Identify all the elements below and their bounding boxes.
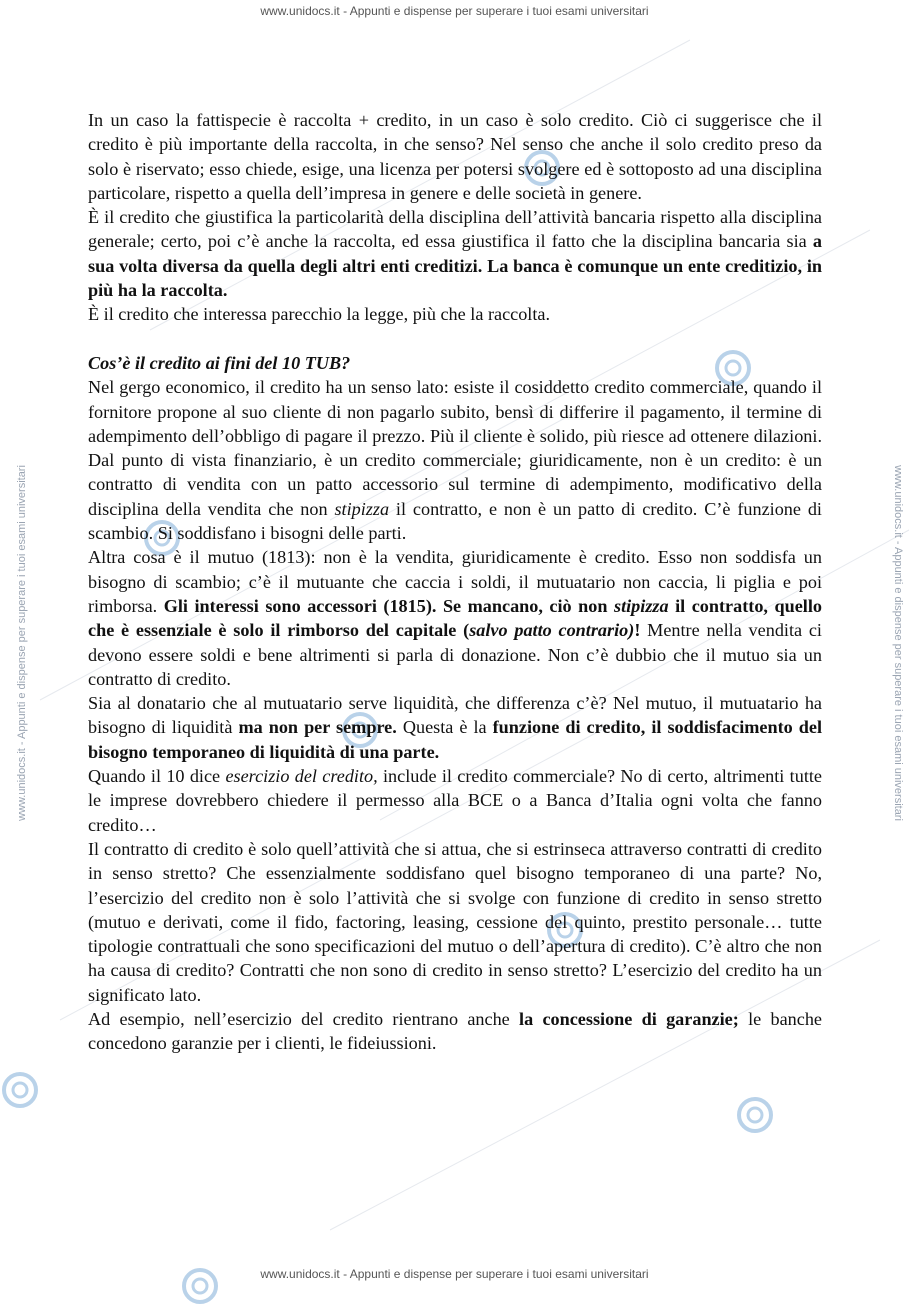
text-segment: a sua volta diversa da quella degli altri enti creditizi. La banca è comunque un ente creditizio, in più ha la raccolta.	[88, 231, 822, 301]
paragraph	[88, 764, 822, 837]
text-segment: il contratto, quello che è essenziale è solo il rimborso del capitale (	[88, 595, 822, 641]
text-segment: salvo patto contrario)	[469, 620, 635, 641]
watermark-side-right: www.unidocs.it - Appunti e dispense per superare i tuoi esami universitari	[892, 465, 904, 821]
text-segment: stipizza	[334, 498, 390, 519]
watermark-side-left: www.unidocs.it - Appunti e dispense per superare i tuoi esami universitari	[16, 465, 28, 821]
unidocs-logo-icon	[0, 1070, 40, 1110]
paragraph	[88, 351, 822, 375]
text-segment: Mentre nella vendita ci devono essere soldi e bene altrimenti si parla di donazione. Non c’è dubbio che il mutuo sia un contratto di credito.	[88, 620, 822, 689]
text-segment: ma non per sempre.	[238, 717, 397, 738]
text-segment: Il contratto di credito è solo quell’attività che si attua, che si estrinseca attraverso contratti di credito in senso stretto? Che essenzialmente soddisfano quel bisogno temporaneo di una parte? No, l’esercizio del credito non è solo l’attività che si svolge con funzione di credito in senso stretto (mutuo e derivati, come il fido, factoring, leasing, cessione del quinto, prestito personale… tutte tipologie contrattuali che sono specificazioni del mutuo o dell’apertura di credito). C’è altro che non ha causa di credito? Contratti che non sono di credito in senso stretto? L’esercizio del credito ha un significato lato.	[88, 838, 822, 1005]
document-body	[88, 108, 822, 1056]
watermark-footer: www.unidocs.it - Appunti e dispense per superare i tuoi esami universitari	[260, 1267, 649, 1281]
text-segment: include il credito commerciale? No di certo, altrimenti tutte le imprese dovrebbero chiedere il permesso alla BCE o a Banca d’Italia ogni volta che fanno credito…	[88, 766, 822, 835]
text-segment: Sia al donatario che al mutuatario serve liquidità, che differenza c’è? Nel mutuo, il mutuatario ha bisogno di liquidità	[88, 693, 822, 738]
text-segment: Questa è la	[396, 717, 493, 738]
paragraph	[88, 837, 822, 1007]
text-segment: Quando il 10 dice	[88, 766, 226, 787]
text-segment: esercizio del credito,	[225, 766, 378, 787]
text-segment: Ad esempio, nell’esercizio del credito rientrano anche	[88, 1008, 520, 1029]
text-segment: !	[634, 620, 641, 641]
watermark-header: www.unidocs.it - Appunti e dispense per superare i tuoi esami universitari	[260, 4, 649, 18]
paragraph	[88, 691, 822, 764]
paragraph	[88, 108, 822, 205]
text-segment: il contratto, e non è un patto di credito. C’è funzione di scambio. Si soddisfano i bisogni delle parti.	[88, 498, 822, 544]
paragraph	[88, 205, 822, 302]
text-segment: È il credito che interessa parecchio la legge, più che la raccolta.	[88, 304, 551, 325]
text-segment: Nel gergo economico, il credito ha un senso lato: esiste il cosiddetto credito commerciale, quando il fornitore propone al suo cliente di non pagarlo subito, bensì di differire il pagamento, il termine di adempimento dell’obbligo di pagare il prezzo. Più il cliente è solido, più riesce ad ottenere dilazioni. Dal punto di vista finanziario, è un credito commerciale; giuridicamente, non è un credito: è un contratto di vendita con un patto accessorio sul termine di adempimento, modificativo della disciplina della vendita che non	[88, 377, 822, 519]
paragraph	[88, 1007, 822, 1056]
text-segment: le banche concedono garanzie per i clienti, le fideiussioni.	[88, 1008, 822, 1054]
text-segment: In un caso la fattispecie è raccolta + credito, in un caso è solo credito. Ciò ci suggerisce che il credito è più importante della raccolta, in che senso? Nel senso che anche il solo credito preso da solo è riservato; esso chiede, esige, una licenza per potersi svolgere ed è sottoposto ad una disciplina particolare, rispetto a quella dell’impresa in genere e delle società in genere.	[88, 110, 822, 203]
paragraph	[88, 375, 822, 545]
text-segment: Cos’è il credito ai fini del 10 TUB?	[88, 352, 351, 373]
text-segment: funzione di credito, il soddisfacimento del bisogno temporaneo di liquidità di una parte.	[88, 717, 823, 762]
text-segment: Gli interessi sono accessori (1815). Se mancano, ciò non	[163, 595, 614, 616]
text-segment: la concessione di garanzie;	[519, 1008, 739, 1029]
paragraph	[88, 545, 822, 691]
paragraph-spacer	[88, 327, 822, 351]
text-segment: stipizza	[614, 595, 669, 616]
text-segment: Altra cosa è il mutuo (1813): non è la vendita, giuridicamente è credito. Esso non soddisfa un bisogno di scambio; c’è il mutuante che caccia i soldi, il mutuatario non caccia, li piglia e poi rimborsa.	[88, 547, 822, 616]
paragraph	[88, 302, 822, 326]
unidocs-logo-icon	[735, 1095, 775, 1135]
text-segment: È il credito che giustifica la particolarità della disciplina dell’attività bancaria rispetto alla disciplina generale; certo, poi c’è anche la raccolta, ed essa giustifica il fatto che la disciplina bancaria sia	[88, 207, 822, 252]
